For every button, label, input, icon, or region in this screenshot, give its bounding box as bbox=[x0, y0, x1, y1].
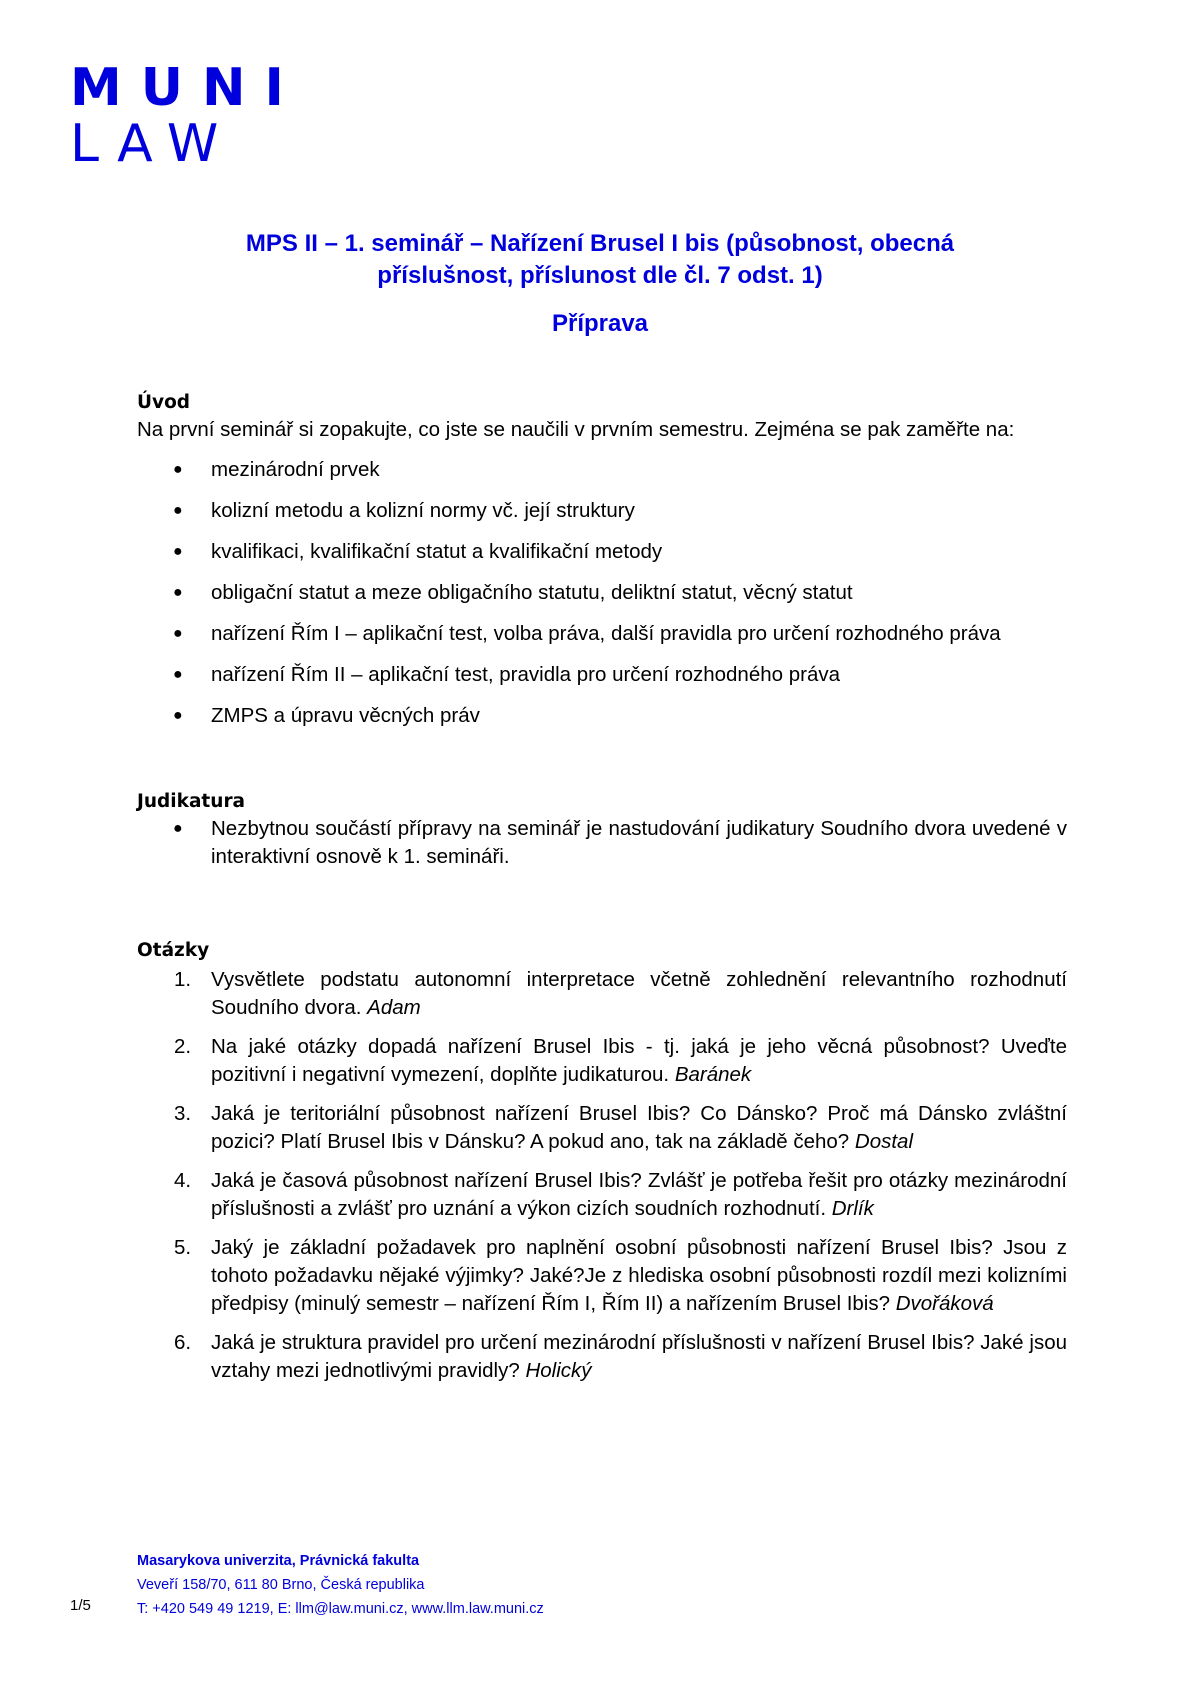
logo-muni-text: MUNI bbox=[70, 58, 303, 118]
question-text: Vysvětlete podstatu autonomní interpretace včetně zohlednění relevantního rozhodnutí Soudního dvora. bbox=[211, 968, 1067, 1019]
footer-contact: T: +420 549 49 1219, E: llm@law.muni.cz, www.llm.law.muni.cz bbox=[137, 1601, 544, 1617]
intro-paragraph: Na první seminář si zopakujte, co jste se naučili v prvním semestru. Zejména se pak zaměřte na: bbox=[137, 418, 1015, 441]
intro-topic-list bbox=[137, 456, 1067, 730]
list-item: ● nařízení Řím I – aplikační test, volba práva, další pravidla pro určení rozhodného práva bbox=[137, 620, 1067, 648]
question-number: 3. bbox=[174, 1102, 192, 1125]
question-number: 4. bbox=[174, 1169, 192, 1192]
question-author: Dostal bbox=[854, 1130, 913, 1153]
question-number: 6. bbox=[174, 1331, 192, 1354]
list-item: ● kolizní metodu a kolizní normy vč. její struktury bbox=[137, 497, 1067, 525]
question-number: 5. bbox=[174, 1236, 192, 1259]
page-footer bbox=[137, 1549, 544, 1621]
question-text: Jaká je teritoriální působnost nařízení Brusel Ibis? Co Dánsko? Proč má Dánsko zvláštní pozici? Platí Brusel Ibis v Dánsku? A pokud ano, tak na základě čeho? bbox=[211, 1102, 1067, 1153]
question-item bbox=[137, 1033, 1067, 1089]
question-number: 2. bbox=[174, 1035, 192, 1058]
question-text: Jaká je struktura pravidel pro určení mezinárodní příslušnosti v nařízení Brusel Ibis? Jaké jsou vztahy mezi jednotlivými pravidly? bbox=[211, 1331, 1067, 1382]
bullet-icon: ● bbox=[173, 543, 183, 560]
list-item: ● nařízení Řím II – aplikační test, pravidla pro určení rozhodného práva bbox=[137, 661, 1067, 689]
question-text: Jaký je základní požadavek pro naplnění osobní působnosti nařízení Brusel Ibis? Jsou z tohoto požadavku nějaké výjimky? Jaké?Je z hlediska osobní působnosti rozdíl mezi kolizními předpisy (minulý semestr – nařízení Řím I, Řím II) a nařízením Brusel Ibis? bbox=[211, 1236, 1067, 1315]
question-item bbox=[137, 1329, 1067, 1385]
document-title bbox=[140, 228, 1060, 292]
list-item: ● ZMPS a úpravu věcných práv bbox=[137, 702, 1067, 730]
list-item: ● obligační statut a meze obligačního statutu, deliktní statut, věcný statut bbox=[137, 579, 1067, 607]
bullet-icon: ● bbox=[173, 707, 183, 724]
question-number: 1. bbox=[174, 968, 192, 991]
question-author: Holický bbox=[525, 1359, 592, 1382]
title-line-2: příslušnost, příslunost dle čl. 7 odst. 1) bbox=[377, 262, 823, 289]
list-item: ● Nezbytnou součástí přípravy na seminář je nastudování judikatury Soudního dvora uvedené v interaktivní osnově k 1. semináři. bbox=[173, 817, 1067, 868]
question-item bbox=[137, 1100, 1067, 1156]
case-law-list bbox=[137, 815, 1067, 871]
question-item bbox=[137, 966, 1067, 1022]
intro-heading: Úvod bbox=[137, 392, 191, 413]
question-item bbox=[137, 1167, 1067, 1223]
question-author: Drlík bbox=[831, 1197, 874, 1220]
questions-heading: Otázky bbox=[137, 940, 210, 961]
page-number: 1/5 bbox=[70, 1597, 91, 1614]
document-subtitle: Příprava bbox=[551, 310, 649, 337]
bullet-icon: ● bbox=[173, 502, 183, 519]
bullet-icon: ● bbox=[173, 666, 183, 683]
footer-address: Veveří 158/70, 611 80 Brno, Česká republika bbox=[137, 1577, 425, 1593]
footer-organization: Masarykova univerzita, Právnická fakulta bbox=[137, 1553, 420, 1569]
logo-law-text: LAW bbox=[70, 114, 236, 174]
question-author: Dvořáková bbox=[895, 1292, 994, 1315]
bullet-icon: ● bbox=[173, 820, 183, 837]
bullet-icon: ● bbox=[173, 584, 183, 601]
questions-list bbox=[137, 966, 1067, 1385]
question-author: Baránek bbox=[674, 1063, 752, 1086]
question-author: Adam bbox=[367, 996, 421, 1019]
question-text: Na jaké otázky dopadá nařízení Brusel Ibis - tj. jaká je jeho věcná působnost? Uveďte pozitivní i negativní vymezení, doplňte judikaturou. bbox=[211, 1035, 1067, 1086]
document-body bbox=[137, 390, 1067, 1396]
case-law-heading: Judikatura bbox=[137, 791, 246, 812]
list-item: ● mezinárodní prvek bbox=[137, 456, 1067, 484]
bullet-icon: ● bbox=[173, 625, 183, 642]
muni-law-logo bbox=[70, 58, 303, 174]
list-item: ● kvalifikaci, kvalifikační statut a kvalifikační metody bbox=[137, 538, 1067, 566]
question-text: Jaká je časová působnost nařízení Brusel Ibis? Zvlášť je potřeba řešit pro otázky mezinárodní příslušnosti a zvlášť pro uznání a výkon cizích soudních rozhodnutí. bbox=[211, 1169, 1067, 1220]
bullet-icon: ● bbox=[173, 461, 183, 478]
title-line-1: MPS II – 1. seminář – Nařízení Brusel I bis (působnost, obecná bbox=[245, 230, 955, 257]
question-item bbox=[137, 1234, 1067, 1318]
